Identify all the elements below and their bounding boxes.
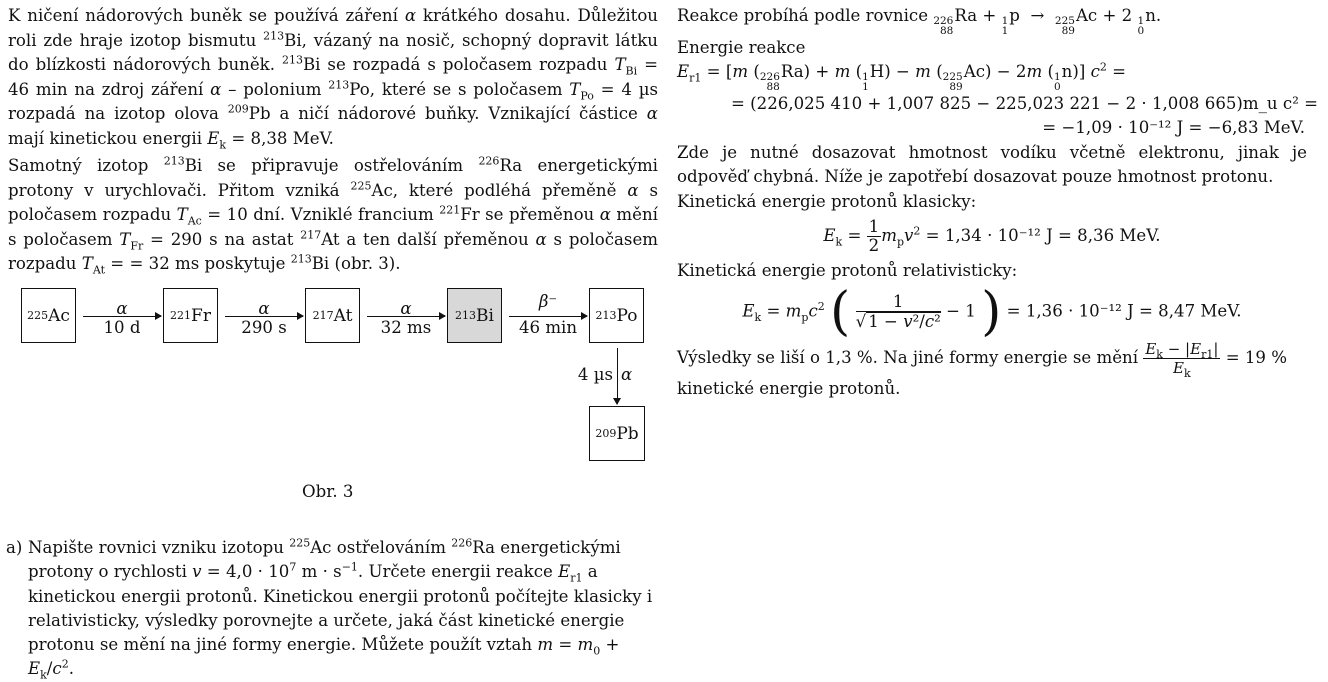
- label-time: 32 ms: [380, 318, 432, 337]
- label-time: 10 d: [103, 318, 141, 337]
- question-a: [6, 536, 658, 682]
- figure-caption: Obr. 3: [302, 482, 354, 501]
- energy-label: Energie reakce: [677, 37, 806, 57]
- result-paragraph: Výsledky se liší o 1,3 %. Na jiné formy energie se mění $\frac{E_k - |E_{r1}|}{E_k}$ = 19 %: [677, 339, 1288, 380]
- relativistic-label: Kinetická energie protonů relativisticky:: [677, 261, 1018, 281]
- question-label: a): [6, 538, 23, 557]
- energy-eq-line3: = −1,09 · 10⁻¹² J = −6,83 MeV.: [1042, 118, 1305, 138]
- node-ac: 225 Ac: [21, 288, 76, 343]
- label-type: β⁻: [538, 292, 558, 311]
- result-text-end: kinetické energie protonů.: [677, 378, 901, 398]
- node-pb: 209 Pb: [589, 406, 645, 461]
- energy-eq-line1: $E_{r1} = [m$ ( 226 88 Ra) + m ( 1 1 H) − m ( 225 89 Ac) − 2m ( 1 0 n)] $c^2$ =: [677, 60, 1127, 93]
- label-type: α: [400, 299, 412, 318]
- node-fr: 221 Fr: [163, 288, 218, 343]
- note-paragraph: Zde je nutné dosazovat hmotnost vodíku včetně elektronu, jinak je odpověď chybná. Níže je zapotřebí dosazovat pouze hmotnost protonu.: [677, 142, 1307, 187]
- relativistic-equation: $E_k = m_pc^2$ ( $\frac{1}{\text{√ 1 − v²/c²}}$ − 1 ) = 1,36 · 10⁻¹² J = 8,47 MeV.: [742, 281, 1242, 342]
- label-time: 290 s: [241, 318, 287, 337]
- reaction-equation: Reakce probíhá podle rovnice 226 88 Ra + 1 1 p → 225 89 Ac + 2 1 0 n.: [677, 6, 1162, 37]
- energy-eq-line2: = (226,025 410 + 1,007 825 − 225,023 221 − 2 · 1,008 665)m_u c² =: [731, 93, 1319, 113]
- intro-paragraph: K ničení nádorových buněk se používá záření α krátkého dosahu. Důležitou roli zde hraje izotop bismutu $^{213}$Bi, vázaný na nosič, schopný dopravit látku do blízkosti nádorových buněk. $^{213}$Bi se rozpadá s poločasem rozpadu $T_{Bi} = 46$ min na zdroj záření α – polonium $^{213}$Po, které se s poločasem $T_{Po} = 4$ µs rozpadá na izotop olova $^{209}$Pb a ničí nádorové buňky. Vznikající částice α mají kinetickou energii $E_k = 8,38$ MeV.: [8, 6, 659, 151]
- node-bi: 213 Bi: [447, 288, 502, 343]
- arrow-po-pb: [617, 348, 618, 404]
- node-at: 217 At: [305, 288, 360, 343]
- left-column: [8, 4, 658, 277]
- result-value: = 19 %: [1225, 347, 1288, 367]
- classic-label: Kinetická energie protonů klasicky:: [677, 191, 977, 211]
- relativistic-result: = 1,36 · 10⁻¹² J = 8,47 MeV.: [1006, 301, 1242, 321]
- label-time: 4 µs: [577, 365, 613, 384]
- classic-result: = 1,34 · 10⁻¹² J = 8,36 MeV.: [925, 226, 1161, 246]
- label-type: α: [621, 365, 633, 384]
- reaction-intro: Reakce probíhá podle rovnice: [677, 6, 929, 25]
- question-text: Napište rovnici vzniku izotopu $^{225}$Ac ostřelováním $^{226}$Ra energetickými protony o rychlosti $v = 4,0 \cdot 10^7$ $m \cdot s^{-1}$. Určete energii reakce $E_{r1}$ a kinetickou energii protonů. Kinetickou energii protonů počítejte klasicky i relativisticky, výsledky porovnejte a určete, jaká část kinetické energie protonu se mění na jiné formy energie. Můžete použít vztah $m = m_0 + E_k/c^2$.: [28, 536, 653, 682]
- classic-equation: $E_k$ = $\frac{1}{2}$ $m_pv^2 = 1,34 \cdot 10^{-12}$ J = 8,36 MeV.: [823, 217, 1161, 256]
- result-text: Výsledky se liší o 1,3 %. Na jiné formy energie se mění: [677, 347, 1139, 367]
- preparation-paragraph: Samotný izotop $^{213}$Bi se připravuje ostřelováním $^{226}$Ra energetickými protony v urychlovači. Přitom vzniká $^{225}$Ac, které podléhá přeměně α s poločasem rozpadu $T_{Ac} = 10$ dní. Vzniklé francium $^{221}$Fr se přeměnou α mění s poločasem $T_{Fr} = 290$ s na astat $^{217}$At a ten další přeměnou α s poločasem rozpadu $T_{At}$ = = 32 ms poskytuje $^{213}$Bi (obr. 3).: [8, 154, 658, 277]
- decay-chain-diagram: [21, 288, 661, 508]
- arrow-bi-po: [509, 316, 587, 317]
- right-column: [677, 4, 1319, 401]
- label-type: α: [116, 299, 128, 318]
- node-po: 213 Po: [589, 288, 644, 343]
- label-time: 46 min: [518, 318, 578, 337]
- label-type: α: [258, 299, 270, 318]
